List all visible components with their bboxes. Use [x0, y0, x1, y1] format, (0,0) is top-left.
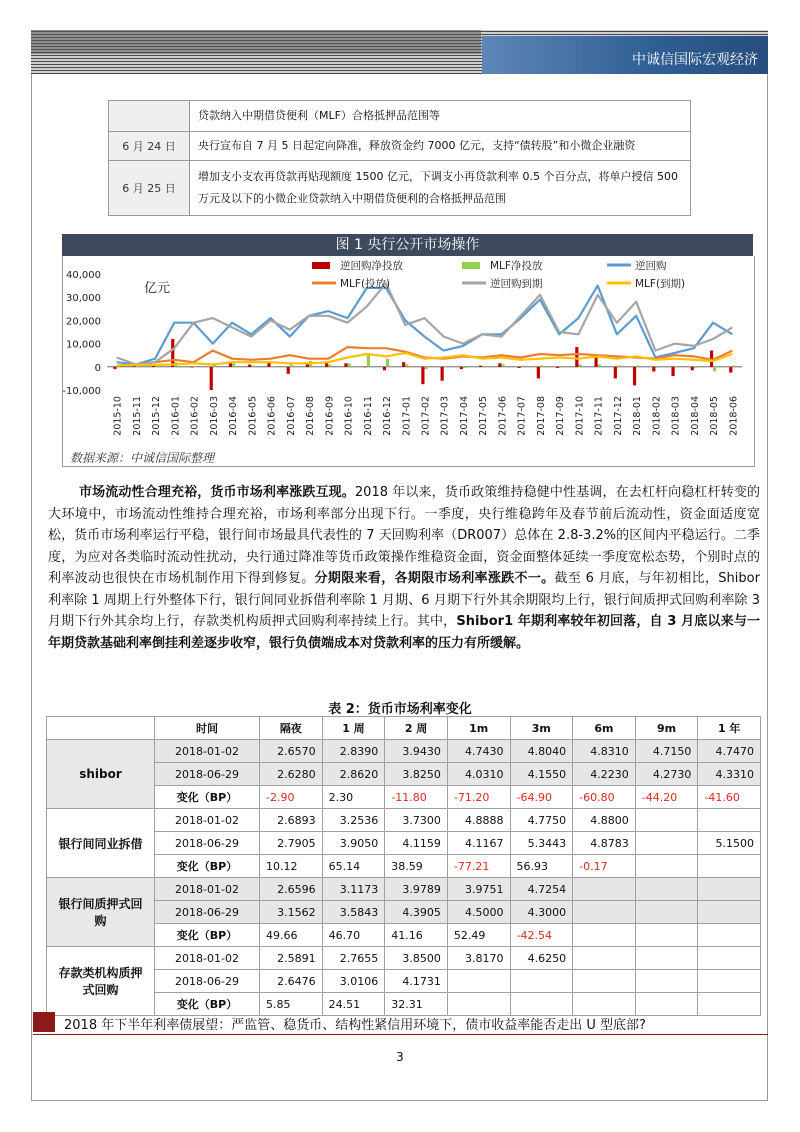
- bar-mlf-net: [540, 365, 543, 366]
- table-row: [109, 132, 691, 161]
- table-cell: [698, 947, 761, 970]
- x-tick-label: 2017-04: [458, 396, 470, 436]
- table-cell: 3.1173: [322, 878, 385, 901]
- table-cell: [447, 970, 510, 993]
- bar-mlf-net: [713, 367, 716, 372]
- table-cell: [635, 924, 698, 947]
- legend-swatch: [462, 262, 480, 269]
- table-cell: 3.8250: [385, 763, 448, 786]
- x-tick-label: 2018-01: [632, 396, 644, 436]
- bar-reverse-repo-net: [556, 367, 559, 368]
- table-cell: 2.6570: [260, 740, 323, 763]
- change-label: 变化（BP）: [155, 786, 260, 809]
- y-tick-label: 30,000: [66, 293, 101, 305]
- legend-label: MLF净投放: [490, 260, 543, 272]
- x-tick-label: 2016-03: [208, 396, 220, 436]
- table-cell: 4.1159: [385, 832, 448, 855]
- page-border-bottom: [31, 1100, 768, 1101]
- bar-mlf-net: [559, 366, 562, 367]
- x-tick-label: 2017-12: [612, 396, 624, 436]
- table-cell: 24.51: [322, 993, 385, 1016]
- event-date: 6 月 24 日: [109, 132, 190, 161]
- bar-mlf-net: [732, 366, 735, 367]
- table-cell: -2.90: [260, 786, 323, 809]
- bar-mlf-net: [328, 364, 331, 366]
- table-cell: [698, 878, 761, 901]
- bar-mlf-net: [578, 364, 581, 366]
- table-cell: 3.8500: [385, 947, 448, 970]
- table-cell: [510, 970, 573, 993]
- table-cell: 4.8783: [573, 832, 636, 855]
- row-group-label: 银行间质押式回购: [47, 878, 155, 947]
- x-tick-label: 2016-12: [382, 396, 394, 436]
- table-cell: 2.8390: [322, 740, 385, 763]
- bar-mlf-net: [482, 366, 485, 367]
- row-group-label: 存款类机构质押式回购: [47, 947, 155, 1016]
- legend-label: 逆回购: [635, 260, 667, 272]
- table-cell: 3.2536: [322, 809, 385, 832]
- bold-sentence-2: 分期限来看，各期限市场利率涨跌不一。: [314, 571, 555, 586]
- change-label: 变化（BP）: [155, 993, 260, 1016]
- table-cell: 4.1550: [510, 763, 573, 786]
- x-tick-label: 2017-11: [593, 396, 605, 436]
- bar-mlf-net: [348, 363, 351, 366]
- table-cell: -64.90: [510, 786, 573, 809]
- x-tick-label: 2017-03: [439, 396, 451, 436]
- table-row: [47, 993, 761, 1016]
- table-cell: 2.7655: [322, 947, 385, 970]
- table-cell: 4.7470: [698, 740, 761, 763]
- bar-mlf-net: [117, 367, 120, 368]
- table-cell: 4.3000: [510, 901, 573, 924]
- table-cell: 3.1562: [260, 901, 323, 924]
- bar-mlf-net: [405, 364, 408, 366]
- bar-mlf-net: [444, 367, 447, 368]
- y-tick-label: -10,000: [62, 386, 101, 397]
- event-date: [109, 101, 190, 132]
- bar-mlf-net: [290, 364, 293, 366]
- x-tick-label: 2016-07: [285, 396, 297, 436]
- table-cell: 2.8620: [322, 763, 385, 786]
- y-tick-label: 10,000: [66, 339, 101, 351]
- unit-label: 亿元: [144, 281, 171, 296]
- bar-mlf-net: [271, 367, 274, 368]
- table-row: [47, 809, 761, 832]
- table-row: [109, 161, 691, 216]
- bar-reverse-repo-net: [460, 367, 463, 369]
- bar-reverse-repo-net: [113, 367, 116, 369]
- legend-label: 逆回购到期: [490, 278, 543, 290]
- table-cell: 2.6476: [260, 970, 323, 993]
- bar-reverse-repo-net: [171, 339, 174, 367]
- x-tick-label: 2017-01: [401, 396, 413, 436]
- x-tick-label: 2017-05: [478, 396, 490, 436]
- x-tick-label: 2015-10: [112, 396, 124, 436]
- table-cell: 3.9430: [385, 740, 448, 763]
- date-cell: 2018-06-29: [155, 970, 260, 993]
- bar-reverse-repo-net: [402, 362, 405, 367]
- x-tick-label: 2015-12: [151, 396, 163, 436]
- bar-mlf-net: [655, 367, 658, 368]
- table-cell: -77.21: [447, 855, 510, 878]
- table-cell: 4.8800: [573, 809, 636, 832]
- date-cell: 2018-06-29: [155, 763, 260, 786]
- date-cell: 2018-06-29: [155, 901, 260, 924]
- table-cell: [698, 924, 761, 947]
- table-cell: [635, 878, 698, 901]
- table-row: [47, 740, 761, 763]
- table-cell: 38.59: [385, 855, 448, 878]
- table-cell: 4.0310: [447, 763, 510, 786]
- x-tick-label: 2018-04: [689, 396, 701, 436]
- legend-label: MLF(投放): [340, 278, 391, 290]
- bar-mlf-net: [617, 365, 620, 366]
- table-cell: -0.17: [573, 855, 636, 878]
- table-row: [47, 901, 761, 924]
- operations-chart: [62, 256, 753, 446]
- x-tick-label: 2016-08: [305, 396, 317, 436]
- x-tick-label: 2016-10: [343, 396, 355, 436]
- table-cell: -44.20: [635, 786, 698, 809]
- table-row: [109, 101, 691, 132]
- table-cell: 3.9050: [322, 832, 385, 855]
- legend-label: MLF(到期): [635, 278, 686, 290]
- table-cell: -11.80: [385, 786, 448, 809]
- bar-mlf-net: [521, 366, 524, 367]
- bold-sentence-3: Shibor1 年期利率较年初回落，自 3 月底以来与一年期贷款基础利率倒挂利差逐步收窄，银行负债端成本对贷款利率的压力有所缓解。: [48, 614, 760, 651]
- body-text-1: 2018 年以来，货币政策维持稳健中性基调，在去杠杆向稳杠杆转变的大环境中，市场流动性维持合理充裕，市场利率部分出现下行。一季度，央行维稳跨年及春节前后流动性，资金面适度宽松，货币市场利率运行平稳，银行间市场最具代表性的 7 天回购利率（DR007）总体在 2.8-3.2%的区间内平稳运行。二季度，为应对各类临时流动性扰动，央行通过降准等货币政策操作维稳资金面，资金面整体延续一季度宽松态势，个别时点的利率波动也很快在市场机制作用下得到修复。: [48, 485, 760, 586]
- bar-reverse-repo-net: [441, 367, 444, 381]
- col-header: 1 周: [322, 717, 385, 740]
- table-cell: 4.5000: [447, 901, 510, 924]
- table-cell: 4.8310: [573, 740, 636, 763]
- bar-reverse-repo-net: [614, 367, 617, 379]
- table-cell: [635, 809, 698, 832]
- table-cell: 5.3443: [510, 832, 573, 855]
- table-row: [47, 832, 761, 855]
- date-cell: 2018-06-29: [155, 832, 260, 855]
- table-cell: [635, 832, 698, 855]
- bar-mlf-net: [386, 359, 389, 367]
- x-tick-label: 2016-11: [362, 396, 374, 436]
- footer-line: [33, 1034, 768, 1035]
- x-tick-label: 2018-02: [651, 396, 663, 436]
- table-cell: 4.1167: [447, 832, 510, 855]
- table-cell: [573, 924, 636, 947]
- table-row: [47, 855, 761, 878]
- table-cell: 2.6596: [260, 878, 323, 901]
- x-tick-label: 2018-05: [709, 396, 721, 436]
- row-group-label: 银行间同业拆借: [47, 809, 155, 878]
- source-note: 数据来源：中诚信国际整理: [70, 451, 215, 465]
- table-cell: 32.31: [385, 993, 448, 1016]
- bar-reverse-repo-net: [190, 367, 193, 368]
- bar-reverse-repo-net: [537, 367, 540, 379]
- bar-reverse-repo-net: [248, 364, 251, 366]
- table-cell: 4.7430: [447, 740, 510, 763]
- table-row: [47, 878, 761, 901]
- table-cell: 3.8170: [447, 947, 510, 970]
- row-group-label: shibor: [47, 740, 155, 809]
- y-tick-label: 20,000: [66, 316, 101, 328]
- bar-reverse-repo-net: [344, 363, 347, 366]
- x-tick-label: 2017-07: [516, 396, 528, 436]
- x-tick-label: 2016-02: [189, 396, 201, 436]
- rates-table: [46, 716, 761, 1016]
- footer-title: 2018 年下半年利率债展望：严监管、稳货币、结构性紧信用环境下，债市收益率能否走出 U 型底部?: [64, 1018, 646, 1033]
- bar-reverse-repo-net: [133, 366, 136, 367]
- table-cell: [635, 901, 698, 924]
- col-header: 6m: [573, 717, 636, 740]
- bar-reverse-repo-net: [652, 367, 655, 372]
- body-paragraph: [48, 482, 760, 654]
- bar-reverse-repo-net: [671, 367, 674, 376]
- col-header: [47, 717, 155, 740]
- date-cell: 2018-01-02: [155, 740, 260, 763]
- table-cell: [698, 993, 761, 1016]
- x-tick-label: 2016-06: [266, 396, 278, 436]
- body-text-2: 截至 6 月底，与年初相比，Shibor 利率除 1 周期上行外整体下行，银行间同业拆借利率除 1 月期、6 月期下行外其余期限均上行，银行间质押式回购利率除 3 月期下行外其余均上行，存款类机构质押式回购利率持续上行。其中，: [48, 571, 760, 629]
- table-row: [47, 970, 761, 993]
- bar-mlf-net: [675, 367, 678, 368]
- bar-mlf-net: [694, 367, 697, 368]
- table2-title: 表 2：货币市场利率变化: [328, 702, 472, 717]
- x-tick-label: 2016-05: [247, 396, 259, 436]
- table-cell: 2.30: [322, 786, 385, 809]
- bar-reverse-repo-net: [729, 367, 732, 373]
- event-desc: 增加支小支农再贷款再贴现额度 1500 亿元，下调支小再贷款利率 0.5 个百分点，将单户授信 500 万元及以下的小微企业贷款纳入中期借贷便利的合格抵押品范围: [190, 161, 691, 216]
- table-cell: 3.9789: [385, 878, 448, 901]
- table-cell: -71.20: [447, 786, 510, 809]
- table-cell: [573, 970, 636, 993]
- x-tick-label: 2017-09: [555, 396, 567, 436]
- bar-mlf-net: [636, 366, 639, 367]
- event-date: 6 月 25 日: [109, 161, 190, 216]
- x-tick-label: 2016-04: [228, 396, 240, 436]
- table-cell: [635, 970, 698, 993]
- bar-reverse-repo-net: [383, 367, 386, 370]
- col-header: 2 周: [385, 717, 448, 740]
- col-header: 9m: [635, 717, 698, 740]
- table-cell: 4.2730: [635, 763, 698, 786]
- date-cell: 2018-01-02: [155, 809, 260, 832]
- policy-events-table: [108, 100, 691, 216]
- table-cell: [635, 993, 698, 1016]
- table-header-row: [47, 717, 761, 740]
- table-row: [47, 786, 761, 809]
- change-label: 变化（BP）: [155, 924, 260, 947]
- table-cell: 3.9751: [447, 878, 510, 901]
- figure-title: 图 1 央行公开市场操作: [62, 234, 753, 256]
- bar-reverse-repo-net: [518, 367, 521, 368]
- table-cell: [635, 947, 698, 970]
- bar-reverse-repo-net: [210, 367, 213, 390]
- table-cell: 4.7750: [510, 809, 573, 832]
- table-row: [47, 763, 761, 786]
- bar-reverse-repo-net: [575, 347, 578, 367]
- brand-title: 中诚信国际宏观经济: [632, 52, 758, 68]
- table-cell: 41.16: [385, 924, 448, 947]
- x-tick-label: 2017-08: [535, 396, 547, 436]
- x-tick-label: 2018-06: [728, 396, 740, 436]
- col-header: 隔夜: [260, 717, 323, 740]
- table-cell: 10.12: [260, 855, 323, 878]
- bar-mlf-net: [501, 364, 504, 366]
- col-header: 1m: [447, 717, 510, 740]
- bar-reverse-repo-net: [364, 367, 367, 368]
- table-cell: [573, 947, 636, 970]
- event-desc: 央行宣布自 7 月 5 日起定向降准，释放资金约 7000 亿元，支持“债转股”和小微企业融资: [190, 132, 691, 161]
- table-cell: 4.8888: [447, 809, 510, 832]
- bar-reverse-repo-net: [421, 367, 424, 384]
- page-border-right: [767, 30, 768, 1100]
- bar-reverse-repo-net: [287, 367, 290, 374]
- legend-label: 逆回购净投放: [340, 260, 403, 272]
- table-cell: 4.6250: [510, 947, 573, 970]
- footer-mark: [33, 1012, 55, 1032]
- table-cell: [510, 993, 573, 1016]
- legend-swatch: [312, 262, 330, 269]
- table-cell: 2.6893: [260, 809, 323, 832]
- bar-mlf-net: [251, 366, 254, 367]
- bar-mlf-net: [232, 363, 235, 366]
- table-cell: 2.6280: [260, 763, 323, 786]
- table-cell: -42.54: [510, 924, 573, 947]
- bar-mlf-net: [194, 367, 197, 368]
- table-cell: 2.7905: [260, 832, 323, 855]
- bar-reverse-repo-net: [306, 364, 309, 366]
- x-tick-label: 2015-11: [131, 396, 143, 436]
- table-cell: 3.5843: [322, 901, 385, 924]
- table-cell: [698, 809, 761, 832]
- table-cell: 46.70: [322, 924, 385, 947]
- table-cell: 4.7150: [635, 740, 698, 763]
- table-cell: 5.1500: [698, 832, 761, 855]
- table-cell: 4.8040: [510, 740, 573, 763]
- y-tick-label: 40,000: [66, 270, 101, 281]
- page-number: 3: [396, 1050, 404, 1064]
- table-cell: [698, 970, 761, 993]
- table-cell: 49.66: [260, 924, 323, 947]
- table-cell: 4.3310: [698, 763, 761, 786]
- col-header: 1 年: [698, 717, 761, 740]
- bar-mlf-net: [425, 367, 428, 369]
- table-cell: -60.80: [573, 786, 636, 809]
- table-cell: 3.0106: [322, 970, 385, 993]
- x-tick-label: 2017-10: [574, 396, 586, 436]
- table-cell: [573, 901, 636, 924]
- table-cell: 5.85: [260, 993, 323, 1016]
- table-cell: -41.60: [698, 786, 761, 809]
- y-tick-label: 0: [94, 362, 101, 374]
- change-label: 变化（BP）: [155, 855, 260, 878]
- table-cell: [447, 993, 510, 1016]
- col-header: 3m: [510, 717, 573, 740]
- bar-reverse-repo-net: [479, 366, 482, 367]
- col-header: 时间: [155, 717, 260, 740]
- event-desc: 贷款纳入中期借贷便利（MLF）合格抵押品范围等: [190, 101, 691, 132]
- x-tick-label: 2016-01: [170, 396, 182, 436]
- table-cell: [698, 855, 761, 878]
- header-strip: [31, 30, 481, 54]
- table-cell: 65.14: [322, 855, 385, 878]
- table-cell: 4.1731: [385, 970, 448, 993]
- bar-reverse-repo-net: [633, 367, 636, 386]
- table-cell: 3.7300: [385, 809, 448, 832]
- bar-mlf-net: [136, 367, 139, 368]
- x-tick-label: 2017-06: [497, 396, 509, 436]
- date-cell: 2018-01-02: [155, 947, 260, 970]
- table-row: [47, 947, 761, 970]
- page-border-left: [31, 30, 32, 1100]
- table-cell: [698, 901, 761, 924]
- x-tick-label: 2018-03: [670, 396, 682, 436]
- table-cell: 56.93: [510, 855, 573, 878]
- table-cell: [573, 993, 636, 1016]
- bar-mlf-net: [463, 367, 466, 368]
- x-tick-label: 2017-02: [420, 396, 432, 436]
- lead-sentence: 市场流动性合理充裕，货币市场利率涨跌互现。: [79, 485, 355, 500]
- bar-reverse-repo-net: [498, 363, 501, 366]
- table-cell: 2.5891: [260, 947, 323, 970]
- table-row: [47, 924, 761, 947]
- bar-reverse-repo-net: [594, 358, 597, 367]
- table-cell: [635, 855, 698, 878]
- bar-reverse-repo-net: [691, 367, 694, 370]
- date-cell: 2018-01-02: [155, 878, 260, 901]
- header-brand: [482, 36, 768, 74]
- series-line-3: [117, 353, 733, 366]
- table-cell: 4.2230: [573, 763, 636, 786]
- table-cell: [573, 878, 636, 901]
- x-tick-label: 2016-09: [324, 396, 336, 436]
- table-cell: 52.49: [447, 924, 510, 947]
- table-cell: 4.7254: [510, 878, 573, 901]
- bar-mlf-net: [598, 364, 601, 366]
- table-cell: 4.3905: [385, 901, 448, 924]
